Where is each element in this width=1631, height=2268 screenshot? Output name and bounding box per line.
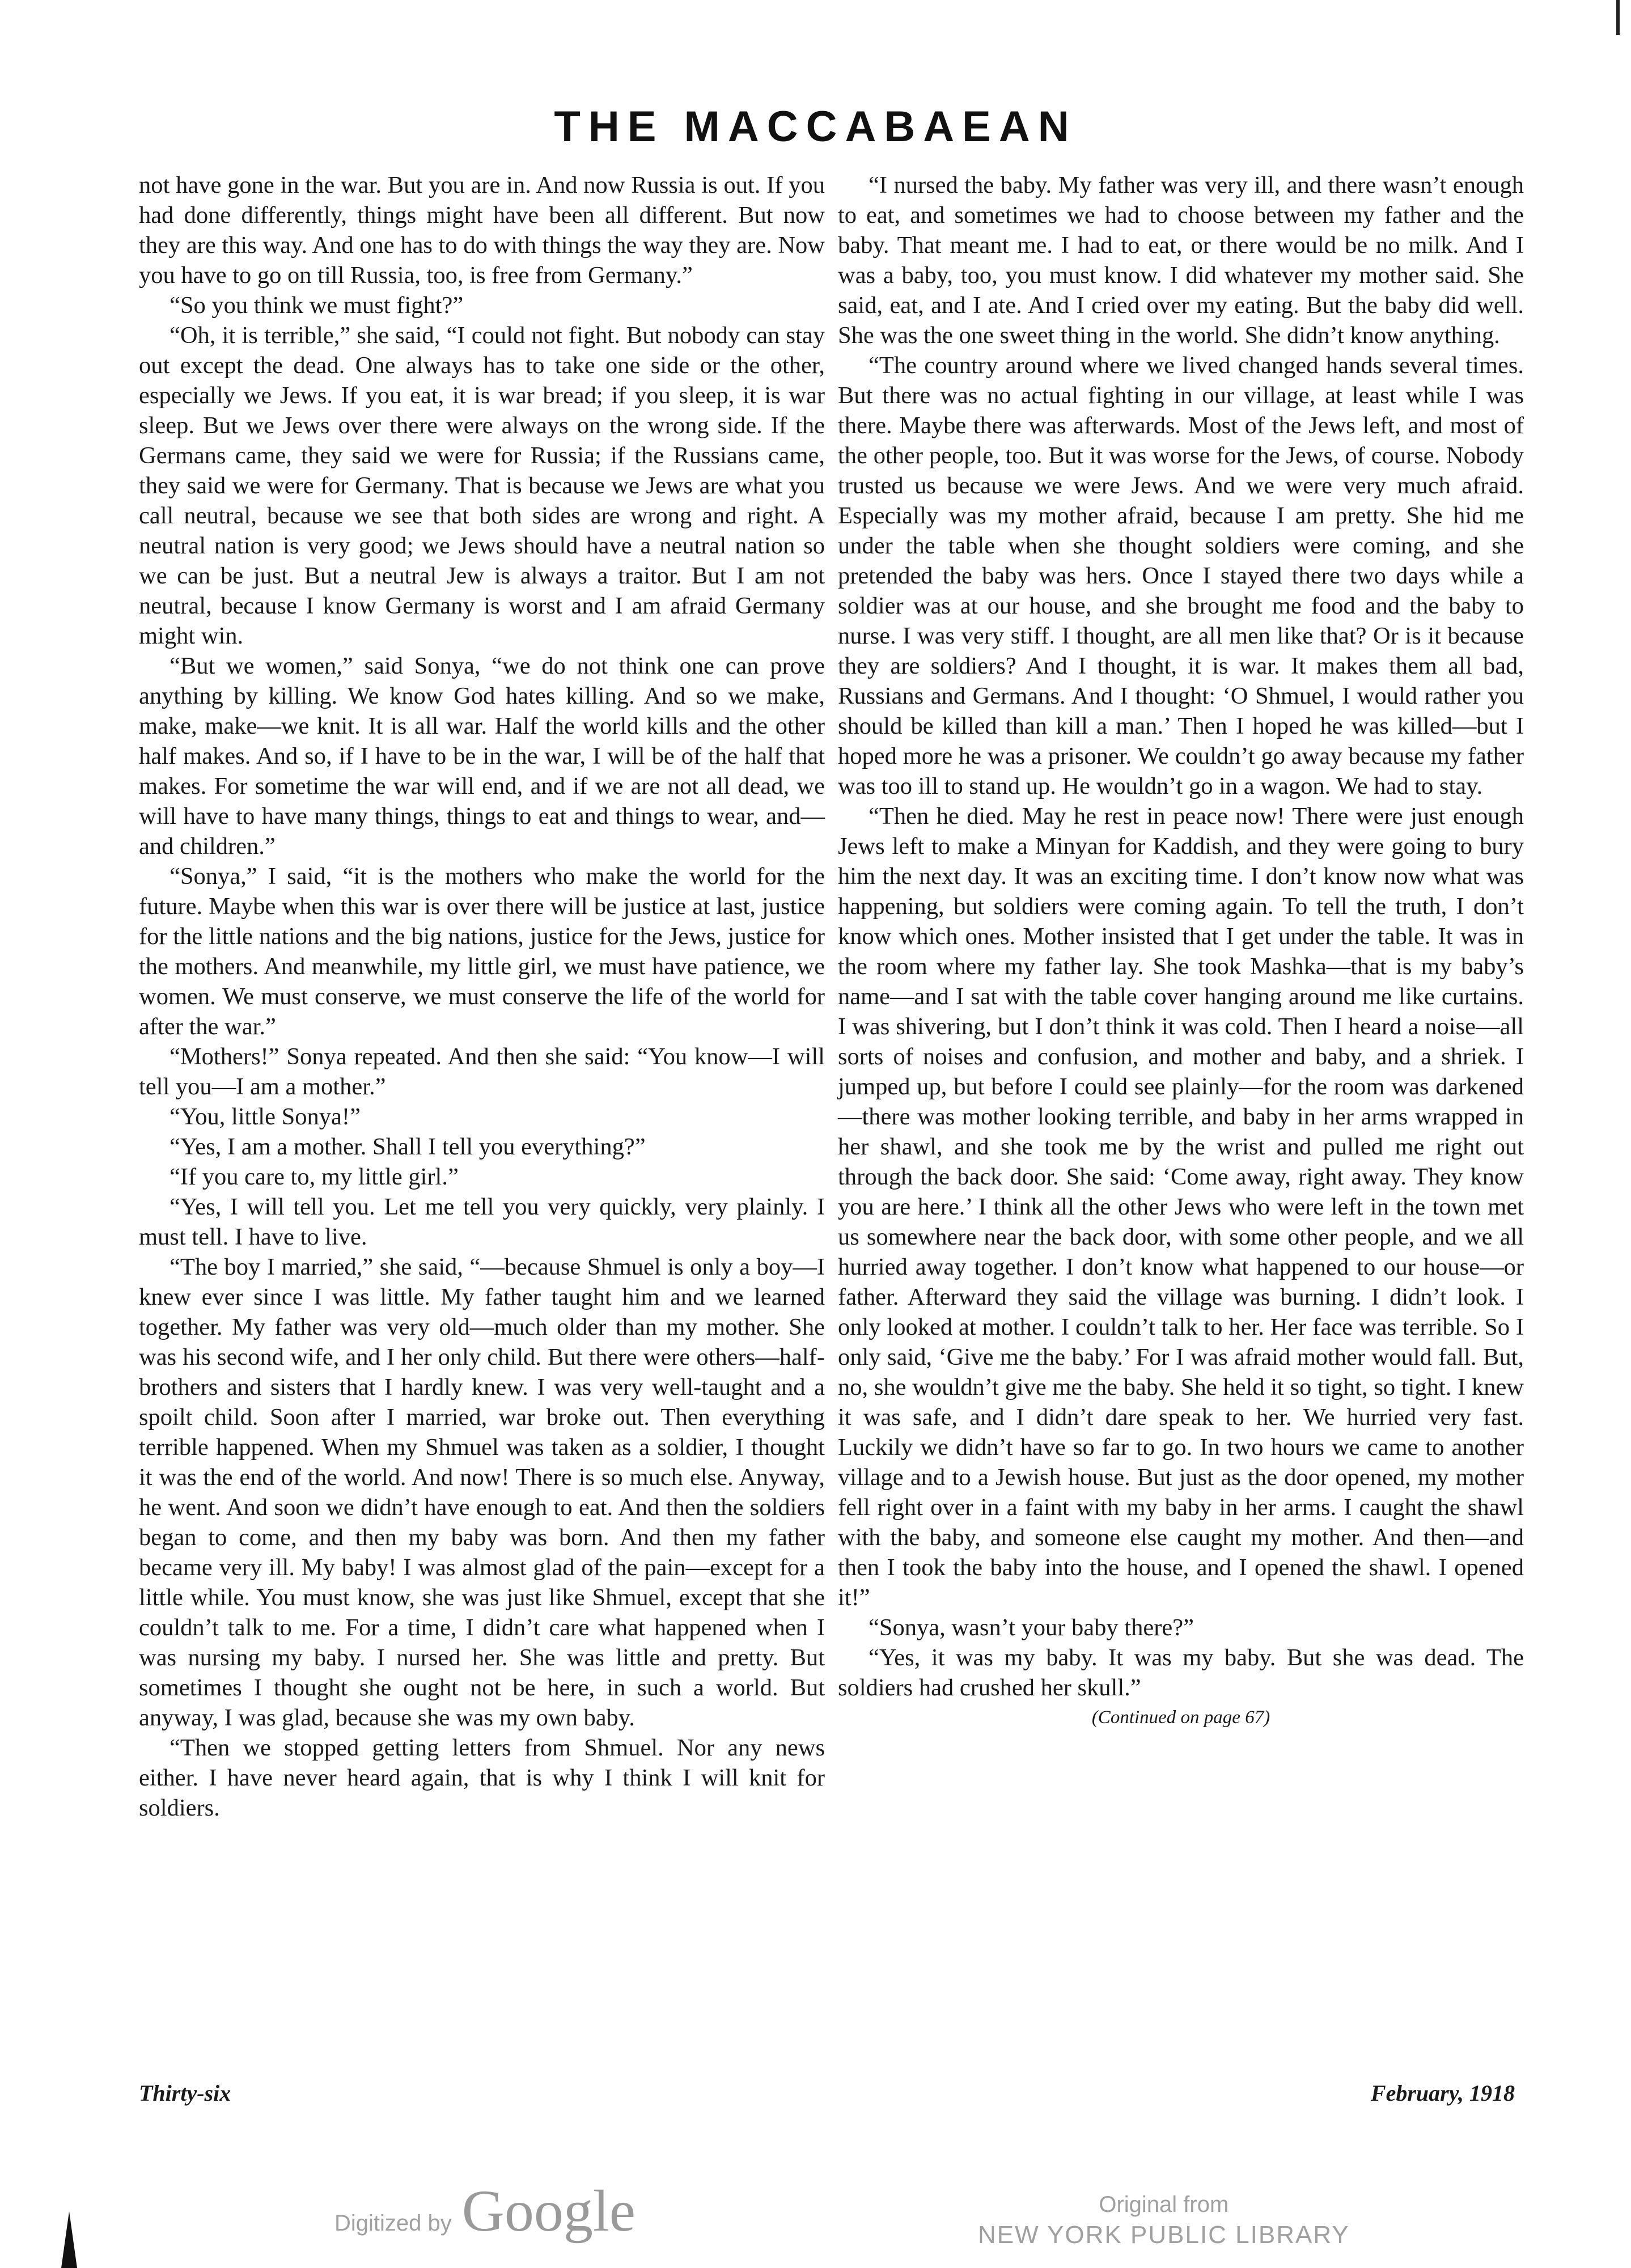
paragraph: “Yes, I will tell you. Let me tell you very quickly, very plainly. I must tell. I have to live.	[139, 1194, 825, 1250]
issue-date: February, 1918	[1370, 2080, 1515, 2106]
paragraph: “But we women,” said Sonya, “we do not think one can prove anything by killing. We know God hates killing. And so we make, make, make—we knit. It is all war. Half the world kills and the other half makes. And so, if I have to be in the war, I will be of the half that makes. For sometime the war will end, and if we are not all dead, we will have to have many things, things to eat and things to wear, and—and children.”	[139, 653, 825, 860]
page-title: THE MACCABAEAN	[554, 103, 1077, 151]
paragraph: “The country around where we lived changed hands several times. But there was no actual fighting in our village, at least while I was there. Maybe there was afterwards. Most of the Jews left, and most of the other people, too. But it was worse for the Jews, of course. Nobody trusted us because we were Jews. And we were very much afraid. Especially was my mother afraid, because I am pretty. She hid me under the table when she thought soldiers were coming, and she pretended the baby was hers. Once I stayed there two days while a soldier was at our house, and she brought me food and the baby to nurse. I was very stiff. I thought, are all men like that? Or is it because they are soldiers? And I thought, it is war. It makes them all bad, Russians and Germans. And I thought: ‘O Shmuel, I would rather you should be killed than kill a man.’ Then I hoped he was killed—but I hoped more he was a prisoner. We couldn’t go away because my father was too ill to stand up. He wouldn’t go in a wagon. We had to stay.	[838, 352, 1524, 799]
paragraph: “Then he died. May he rest in peace now! There were just enough Jews left to make a Minyan for Kaddish, and they were going to bury him the next day. It was an exciting time. I don’t know now what was happening, but soldiers were coming again. To tell the truth, I don’t know which ones. Mother insisted that I get under the table. It was in the room where my father lay. She took Mashka—that is my baby’s name—and I sat with the table cover hanging around me like curtains. I was shivering, but I don’t think it was cold. Then I heard a noise—all sorts of noises and confusion, and mother and baby, and a shriek. I jumped up, but before I could see plainly—for the room was darkened—there was mother looking terrible, and baby in her arms wrapped in her shawl, and she took me by the wrist and pulled me right out through the back door. She said: ‘Come away, right away. They know you are here.’ I think all the other Jews who were left in the town met us somewhere near the back door, with some other people, and we all hurried away together. I don’t know what happened to our house—or father. Afterward they said the village was burning. I didn’t look. I only looked at mother. I couldn’t talk to her. Her face was terrible. So I only said, ‘Give me the baby.’ For I was afraid mother would fall. But, no, she wouldn’t give me the baby. She held it so tight, so tight. I knew it was safe, and I didn’t dare speak to her. We hurried very fast. Luckily we didn’t have so far to go. In two hours we came to another village and to a Jewish house. But just as the door opened, my mother fell right over in a faint with my baby in her arms. I caught the shawl with the baby, and someone else caught my mother. And then—and then I took the baby into the house, and I opened the shawl. I opened it!”	[838, 803, 1524, 1611]
continued-note: (Continued on page 67)	[1091, 1707, 1270, 1728]
original-from-text: Original from	[1099, 2192, 1229, 2217]
scan-corner-mark	[61, 2211, 77, 2268]
paragraph: “If you care to, my little girl.”	[170, 1163, 459, 1190]
google-logo: Google	[461, 2178, 636, 2244]
paragraph: not have gone in the war. But you are in. And now Russia is out. If you had done differently, things might have been all different. But now they are this way. And one has to do with things the way they are. Now you have to go on till Russia, too, is free from Germany.”	[139, 172, 825, 289]
paragraph: “Oh, it is terrible,” she said, “I could not fight. But nobody can stay out except the dead. One always has to take one side or the other, especially we Jews. If you eat, it is war bread; if you sleep, it is war sleep. But we Jews over there were always on the wrong side. If the Germans came, they said we were for Russia; if the Russians came, they said we were for Germany. That is because we Jews are what you call neutral, because we see that both sides are wrong and right. A neutral nation is very good; we Jews should have a neutral nation so we can be just. But a neutral Jew is always a traitor. But I am not neutral, because I know Germany is worst and I am afraid Germany might win.	[139, 322, 825, 649]
paragraph: “I nursed the baby. My father was very ill, and there wasn’t enough to eat, and sometimes we had to choose between my father and the baby. That meant me. I had to eat, or there would be no milk. And I was a baby, too, you must know. I did whatever my mother said. She said, eat, and I ate. And I cried over my eating. But the baby did well. She was the one sweet thing in the world. She didn’t know anything.	[838, 172, 1524, 349]
digitized-by-text: Digitized by	[334, 2211, 452, 2236]
digitized-watermark	[334, 2177, 636, 2245]
paragraph: “You, little Sonya!”	[170, 1103, 361, 1130]
paragraph: “Sonya, wasn’t your baby there?”	[869, 1614, 1194, 1641]
paragraph: “Yes, I am a mother. Shall I tell you everything?”	[170, 1133, 646, 1160]
paragraph: “Sonya,” I said, “it is the mothers who make the world for the future. Maybe when this war is over there will be justice at last, justice for the little nations and the big nations, justice for the Jews, justice for the mothers. And meanwhile, my little girl, we must have patience, we women. We must conserve, we must conserve the life of the world for after the war.”	[139, 863, 825, 1040]
paragraph: “The boy I married,” she said, “—because Shmuel is only a boy—I knew ever since I was little. My father taught him and we learned together. My father was very old—much older than my mother. She was his second wife, and I her only child. But there were others—half-brothers and sisters that I hardly knew. I was very well-taught and a spoilt child. Soon after I married, war broke out. Then everything terrible happened. When my Shmuel was taken as a soldier, I thought it was the end of the world. And now! There is so much else. Anyway, he went. And soon we didn’t have enough to eat. And then the soldiers began to come, and then my baby was born. And then my father became very ill. My baby! I was almost glad of the pain—except for a little while. You must know, she was just like Shmuel, except that she couldn’t talk to me. For a time, I didn’t care what happened when I was nursing my baby. I nursed her. She was little and pretty. But sometimes I thought she ought not be here, in such a world. But anyway, I was glad, because she was my own baby.	[139, 1254, 825, 1731]
library-watermark	[978, 2190, 1350, 2251]
library-name: NEW YORK PUBLIC LIBRARY	[978, 2221, 1350, 2249]
left-column	[139, 170, 825, 1823]
page-number: Thirty-six	[139, 2080, 231, 2106]
paragraph: “Yes, it was my baby. It was my baby. But she was dead. The soldiers had crushed her skull.”	[838, 1644, 1524, 1701]
right-column	[838, 170, 1524, 1731]
paragraph: “Mothers!” Sonya repeated. And then she said: “You know—I will tell you—I am a mother.”	[139, 1043, 825, 1100]
paragraph: “So you think we must fight?”	[170, 292, 464, 319]
paragraph: “Then we stopped getting letters from Shmuel. Nor any news either. I have never heard again, that is why I think I will knit for soldiers.	[139, 1734, 825, 1821]
scan-edge-mark	[1616, 0, 1620, 35]
